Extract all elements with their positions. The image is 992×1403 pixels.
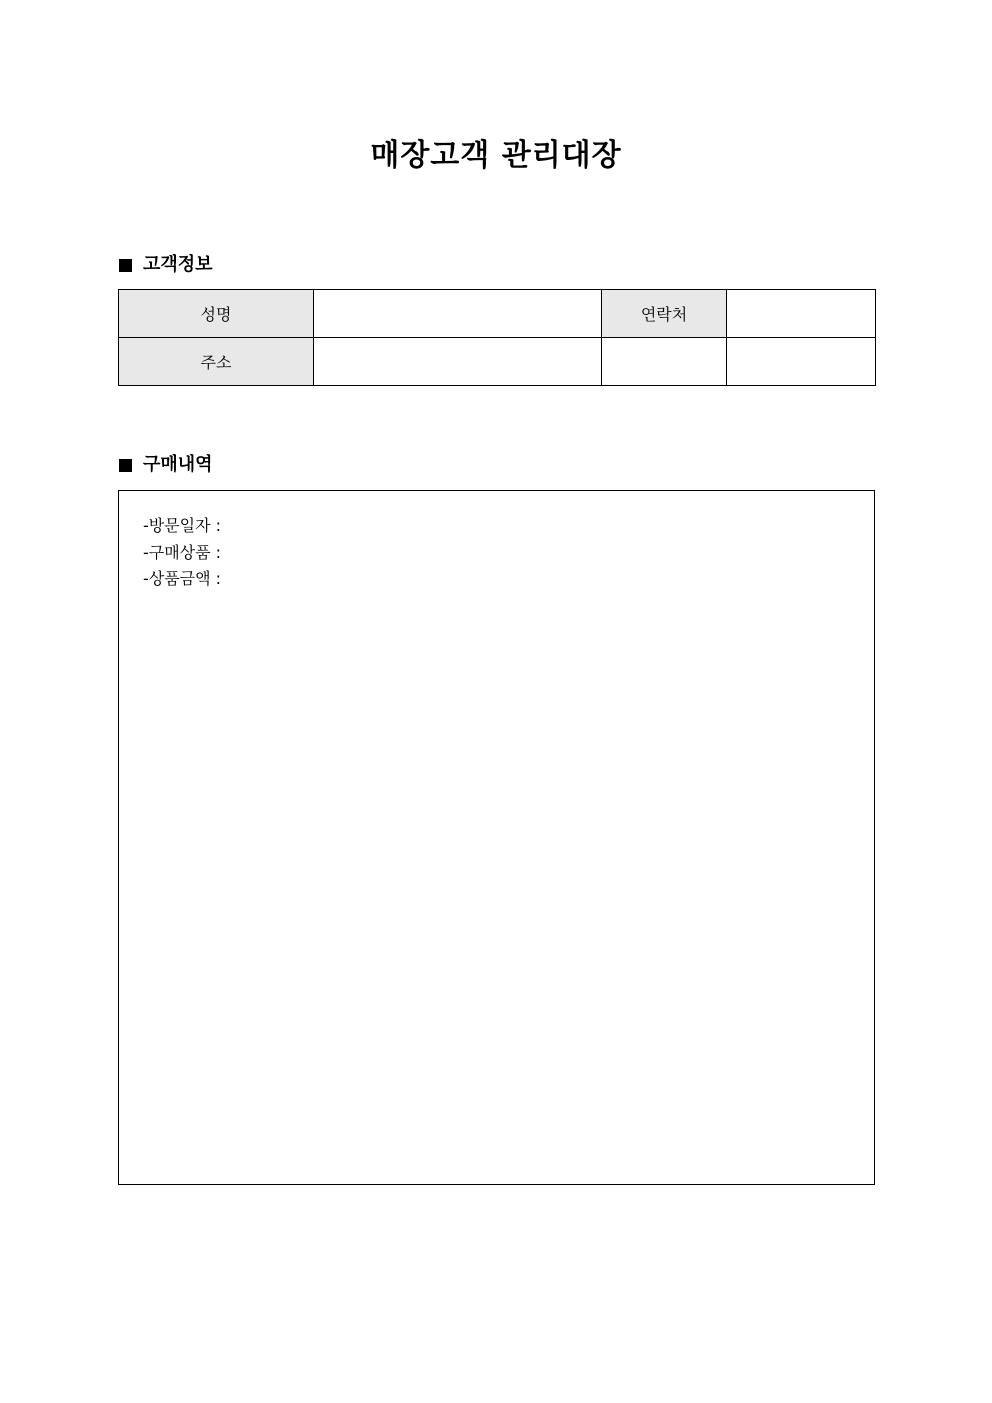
contact-field[interactable] xyxy=(727,290,876,338)
name-label: 성명 xyxy=(119,290,314,338)
empty-cell[interactable] xyxy=(602,338,727,386)
item-amount-line: -상품금액 : xyxy=(143,569,222,588)
address-label: 주소 xyxy=(119,338,314,386)
table-row xyxy=(119,338,876,386)
square-bullet-icon xyxy=(119,459,132,472)
contact-label: 연락처 xyxy=(602,290,727,338)
customer-info-heading-label: 고객정보 xyxy=(143,254,213,275)
purchase-history-heading-label: 구매내역 xyxy=(143,454,213,475)
customer-info-table xyxy=(118,289,876,386)
purchase-history-heading xyxy=(119,453,213,477)
purchase-history-box[interactable] xyxy=(118,490,875,1185)
purchase-history-list xyxy=(143,513,221,593)
table-row xyxy=(119,290,876,338)
address-field[interactable] xyxy=(314,338,602,386)
name-field[interactable] xyxy=(314,290,602,338)
purchased-item-line: -구매상품 : xyxy=(143,542,222,562)
page-title: 매장고객 관리대장 xyxy=(370,138,622,173)
customer-info-heading xyxy=(119,253,213,277)
empty-cell[interactable] xyxy=(727,338,876,386)
square-bullet-icon xyxy=(119,259,132,272)
visit-date-line: -방문일자 : xyxy=(143,516,222,535)
